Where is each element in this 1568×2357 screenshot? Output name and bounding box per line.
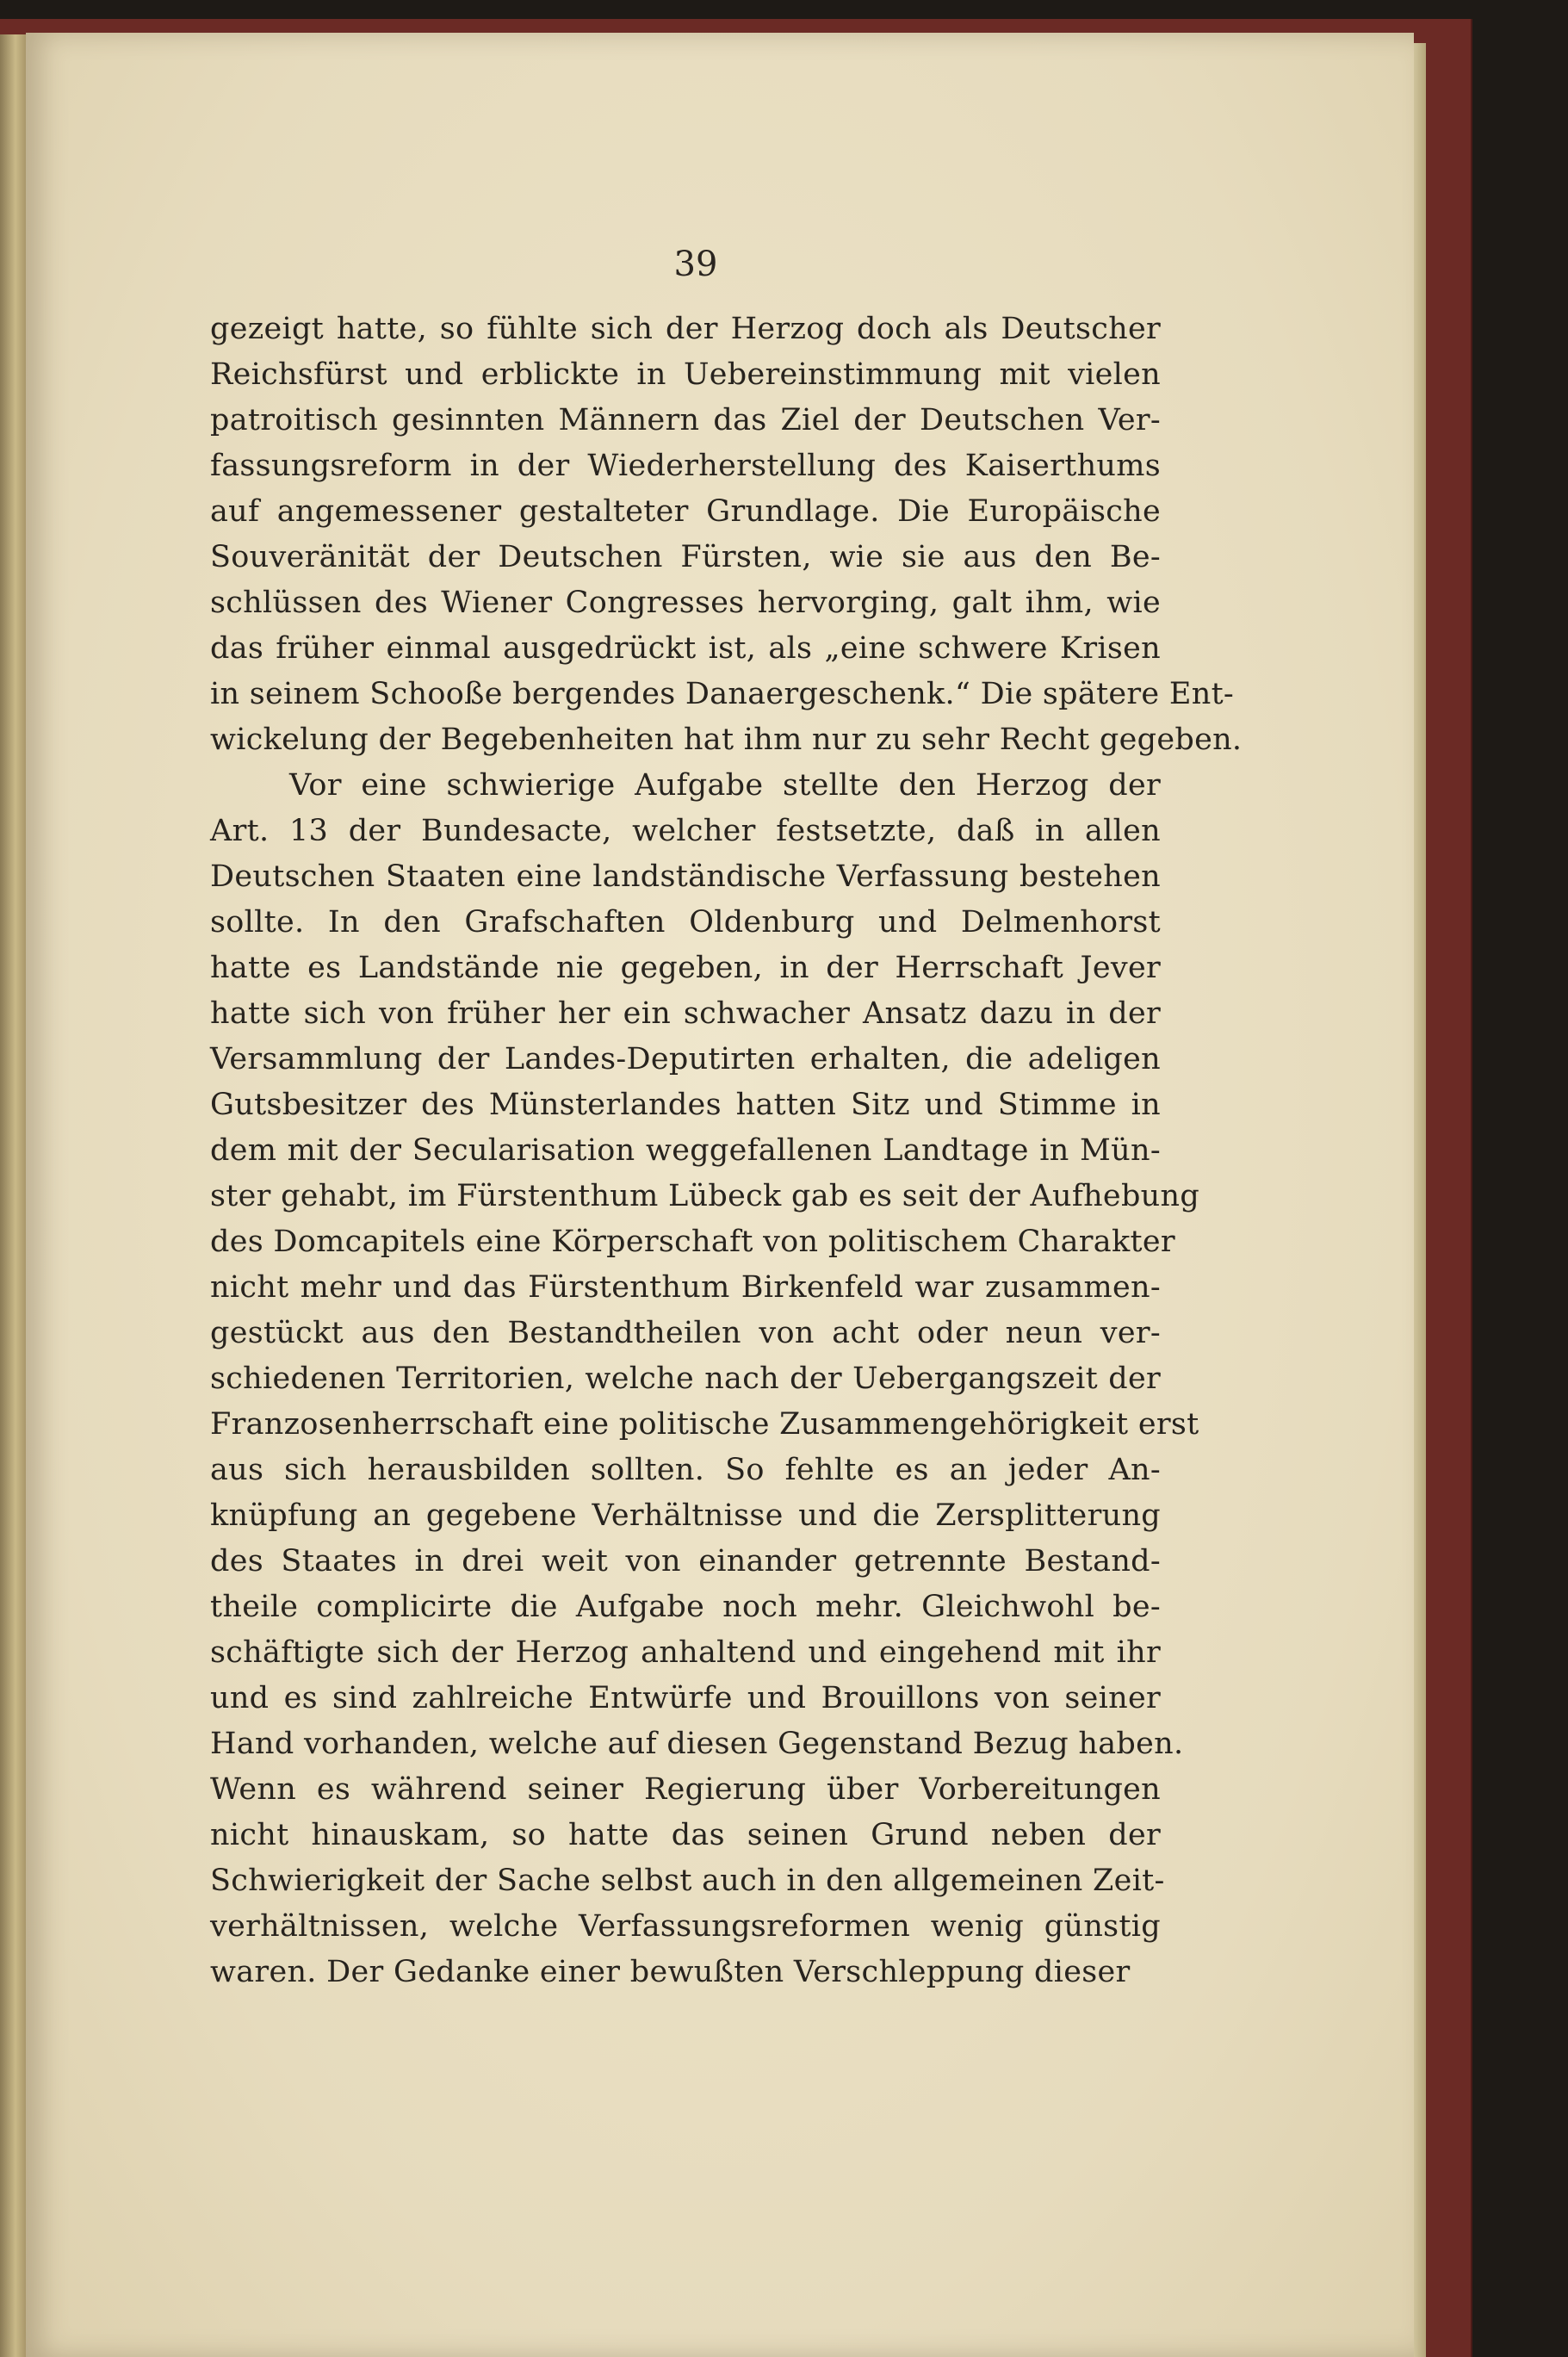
text-line: des Staates in drei weit von einander getrennte Bestand- xyxy=(210,1544,1161,1579)
text-line: dem mit der Secularisation weggefallenen Landtage in Mün- xyxy=(210,1133,1161,1168)
text-line: schiedenen Territorien, welche nach der Uebergangszeit der xyxy=(210,1361,1161,1396)
text-line: gestückt aus den Bestandtheilen von acht oder neun ver- xyxy=(210,1316,1161,1350)
text-line: fassungsreform in der Wiederherstellung des Kaiserthums xyxy=(210,449,1161,483)
text-line: Hand vorhanden, welche auf diesen Gegenstand Bezug haben. xyxy=(210,1727,1184,1761)
text-line: Art. 13 der Bundesacte, welcher festsetzte, daß in allen xyxy=(210,814,1161,848)
text-line: des Domcapitels eine Körperschaft von politischem Charakter xyxy=(210,1225,1175,1259)
text-line: schäftigte sich der Herzog anhaltend und eingehend mit ihr xyxy=(210,1635,1161,1670)
text-line: Souveränität der Deutschen Fürsten, wie sie aus den Be- xyxy=(210,540,1161,574)
text-line: verhältnissen, welche Verfassungsreformen wenig günstig xyxy=(210,1909,1161,1944)
text-line: auf angemessener gestalteter Grundlage. Die Europäische xyxy=(210,494,1161,529)
text-line: schlüssen des Wiener Congresses hervorging, galt ihm, wie xyxy=(210,586,1161,620)
previous-page-edge xyxy=(0,34,26,2357)
text-line: Reichsfürst und erblickte in Uebereinstimmung mit vielen xyxy=(210,357,1161,392)
body-text xyxy=(210,307,1243,1995)
text-line: sollte. In den Grafschaften Oldenburg und Delmenhorst xyxy=(210,905,1161,940)
text-line: wickelung der Begebenheiten hat ihm nur zu sehr Recht gegeben. xyxy=(210,723,1243,757)
text-line: knüpfung an gegebene Verhältnisse und die Zersplitterung xyxy=(210,1498,1161,1533)
text-line: Schwierigkeit der Sache selbst auch in den allgemeinen Zeit- xyxy=(210,1864,1165,1898)
text-line: gezeigt hatte, so fühlte sich der Herzog doch als Deutscher xyxy=(210,312,1161,346)
text-line: waren. Der Gedanke einer bewußten Verschleppung dieser xyxy=(210,1955,1131,1989)
text-line: patroitisch gesinnten Männern das Ziel der Deutschen Ver- xyxy=(210,403,1161,437)
text-line: Franzosenherrschaft eine politische Zusammengehörigkeit erst xyxy=(210,1407,1199,1442)
text-line: hatte es Landstände nie gegeben, in der Herrschaft Jever xyxy=(210,951,1161,985)
text-line: nicht hinauskam, so hatte das seinen Grund neben der xyxy=(210,1818,1161,1852)
book-page xyxy=(26,33,1414,2357)
text-line: aus sich herausbilden sollten. So fehlte es an jeder An- xyxy=(210,1453,1161,1487)
text-line: Wenn es während seiner Regierung über Vorbereitungen xyxy=(210,1772,1161,1807)
text-line: Deutschen Staaten eine landständische Verfassung bestehen xyxy=(210,859,1161,894)
text-line: ster gehabt, im Fürstenthum Lübeck gab es seit der Aufhebung xyxy=(210,1179,1200,1213)
page-stack-edge xyxy=(1414,43,1426,2357)
page-number: 39 xyxy=(673,245,718,284)
text-line: in seinem Schooße bergendes Danaergeschenk.“ Die spätere Ent- xyxy=(210,677,1235,711)
text-line: Vor eine schwierige Aufgabe stellte den Herzog der xyxy=(289,768,1161,803)
text-line: das früher einmal ausgedrückt ist, als „eine schwere Krisen xyxy=(210,631,1161,666)
text-line: nicht mehr und das Fürstenthum Birkenfeld war zusammen- xyxy=(210,1270,1161,1305)
text-line: und es sind zahlreiche Entwürfe und Brouillons von seiner xyxy=(210,1681,1161,1715)
text-line: theile complicirte die Aufgabe noch mehr. Gleichwohl be- xyxy=(210,1590,1161,1624)
text-line: Gutsbesitzer des Münsterlandes hatten Sitz und Stimme in xyxy=(210,1088,1161,1122)
text-line: hatte sich von früher her ein schwacher Ansatz dazu in der xyxy=(210,996,1161,1031)
text-line: Versammlung der Landes-Deputirten erhalten, die adeligen xyxy=(210,1042,1161,1076)
